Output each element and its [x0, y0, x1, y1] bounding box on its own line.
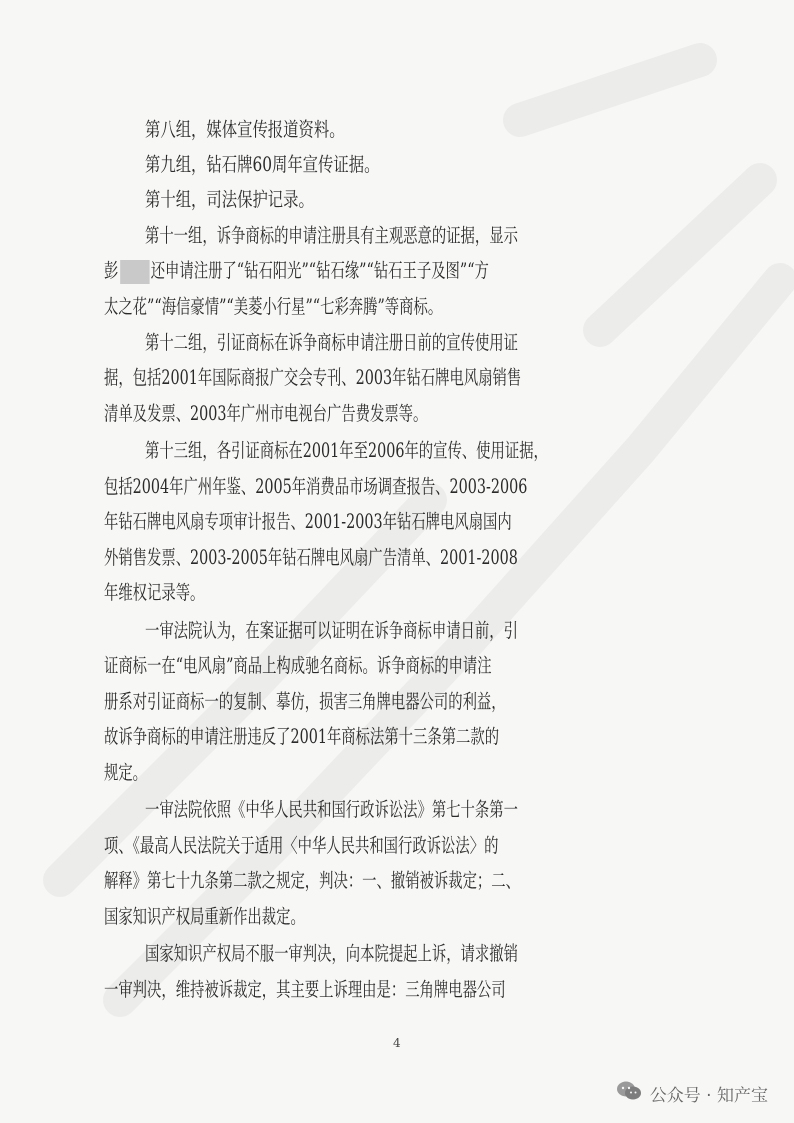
text-line: 外销售发票、2003-2005年钻石牌电风扇广告清单、2001-2008: [104, 546, 518, 569]
text-line: 册系对引证商标一的复制、摹仿，损害三角牌电器公司的利益，: [104, 690, 506, 713]
text-line: 规定。: [104, 761, 148, 784]
text-line: 清单及发票、2003年广州市电视台广告费发票等。: [104, 402, 428, 425]
text-line: 第十二组，引证商标在诉争商标申请注册日前的宣传使用证: [145, 331, 518, 354]
page-number: 4: [393, 1036, 401, 1050]
footer: [616, 1080, 768, 1107]
text-line: 包括2004年广州年鉴、2005年消费品市场调查报告、2003-2006: [104, 475, 528, 498]
redaction-block: [120, 260, 149, 284]
text-line: 故诉争商标的申请注册违反了2001年商标法第十三条第二款的: [104, 725, 500, 748]
text-line: 证商标一在“电风扇”商品上构成驰名商标。诉争商标的申请注: [104, 654, 492, 677]
text-segment: 还申请注册了“钻石阳光”“钻石缘”“钻石王子及图”“方: [150, 259, 489, 282]
footer-text: 公众号 · 知产宝: [649, 1086, 768, 1106]
text-line: 一审法院依照《中华人民共和国行政诉讼法》第七十条第一: [145, 798, 518, 821]
text-line: 一审法院认为，在案证据可以证明在诉争商标申请日前，引: [145, 619, 518, 642]
text-line: 第九组，钻石牌60周年宣传证据。: [145, 153, 380, 176]
text-line: 年钻石牌电风扇专项审计报告、2001-2003年钻石牌电风扇国内: [104, 510, 512, 533]
text-line: 第十组，司法保护记录。: [145, 188, 314, 211]
text-line: 解释》第七十九条第二款之规定，判决：一、撤销被诉裁定；二、: [104, 869, 520, 892]
text-line: 第十三组，各引证商标在2001年至2006年的宣传、使用证据，: [145, 439, 548, 462]
wechat-icon: [616, 1080, 642, 1107]
text-line: [104, 259, 688, 284]
text-line: 国家知识产权局重新作出裁定。: [104, 905, 305, 928]
text-line: 国家知识产权局不服一审判决，向本院提起上诉，请求撤销: [145, 942, 518, 965]
text-line: 太之花”“海信豪情”“美菱小行星”“七彩奔腾”等商标。: [104, 295, 443, 318]
text-line: 第八组，媒体宣传报道资料。: [145, 118, 345, 141]
text-line: 第十一组，诉争商标的申请注册具有主观恶意的证据，显示: [145, 224, 518, 247]
text-line: 年维权记录等。: [104, 581, 205, 604]
text-line: 项、《最高人民法院关于适用〈中华人民共和国行政诉讼法〉的: [104, 834, 499, 857]
text-line: 据，包括2001年国际商报广交会专刊、2003年钻石牌电风扇销售: [104, 366, 522, 389]
text-segment: 彭: [104, 259, 119, 282]
text-line: 一审判决，维持被诉裁定，其主要上诉理由是：三角牌电器公司: [104, 978, 506, 1001]
